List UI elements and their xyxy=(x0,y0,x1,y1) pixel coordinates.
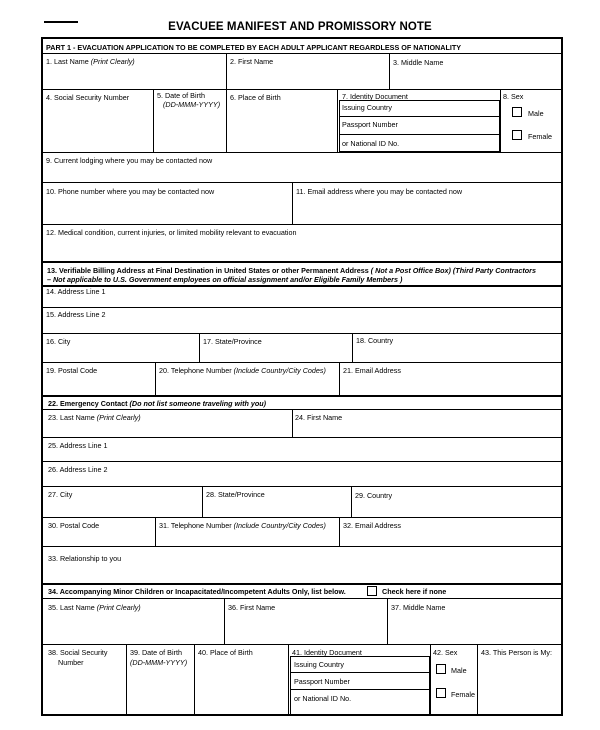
divider xyxy=(339,116,500,117)
form-title: EVACUEE MANIFEST AND PROMISSORY NOTE xyxy=(168,21,432,33)
emergency-first-name-field[interactable]: 24. First Name xyxy=(295,413,343,422)
dob-format-hint: (DD-MMM-YYYY) xyxy=(163,100,221,109)
identity-document-label: 7. Identity Document xyxy=(342,92,408,101)
none-checkbox[interactable] xyxy=(367,586,377,596)
divider xyxy=(126,644,127,715)
emergency-state-field[interactable]: 28. State/Province xyxy=(206,490,265,499)
city-field[interactable]: 16. City xyxy=(46,337,71,346)
divider xyxy=(389,53,390,89)
divider xyxy=(339,362,340,395)
minor-male-checkbox[interactable] xyxy=(436,664,446,674)
divider xyxy=(42,182,562,183)
female-checkbox[interactable] xyxy=(512,130,522,140)
none-checkbox-label: Check here if none xyxy=(382,587,447,596)
divider xyxy=(42,644,562,645)
minor-ssn-label-cont: Number xyxy=(58,658,84,667)
divider xyxy=(42,517,562,518)
divider xyxy=(42,53,562,54)
divider xyxy=(288,644,289,715)
divider xyxy=(42,409,562,410)
phone-field[interactable]: 10. Phone number where you may be contacted now xyxy=(46,187,215,196)
relation-field[interactable]: 43. This Person is My: xyxy=(481,648,552,657)
telephone-field[interactable]: 20. Telephone Number (Include Country/City Codes) xyxy=(159,366,326,375)
emergency-address-2-field[interactable]: 26. Address Line 2 xyxy=(48,465,108,474)
national-id-field[interactable]: or National ID No. xyxy=(342,139,400,148)
address-line-2-field[interactable]: 15. Address Line 2 xyxy=(46,310,106,319)
email-address-field[interactable]: 21. Email Address xyxy=(343,366,401,375)
relationship-field[interactable]: 33. Relationship to you xyxy=(48,554,122,563)
divider xyxy=(42,395,562,397)
address-line-1-field[interactable]: 14. Address Line 1 xyxy=(46,287,106,296)
divider xyxy=(42,598,562,599)
emergency-telephone-field[interactable]: 31. Telephone Number (Include Country/City Codes) xyxy=(159,521,326,530)
emergency-contact-heading: 22. Emergency Contact (Do not list someone traveling with you) xyxy=(48,399,267,408)
emergency-address-1-field[interactable]: 25. Address Line 1 xyxy=(48,441,108,450)
divider xyxy=(290,672,430,673)
divider xyxy=(337,89,338,152)
minor-female-label: Female xyxy=(451,690,475,699)
divider xyxy=(202,486,203,517)
emergency-country-field[interactable]: 29. Country xyxy=(355,491,393,500)
email-field[interactable]: 11. Email address where you may be contacted now xyxy=(296,187,463,196)
divider xyxy=(477,644,478,715)
minor-children-heading: 34. Accompanying Minor Children or Incapacitated/Incompetent Adults Only, list below. xyxy=(48,587,346,596)
divider xyxy=(387,598,388,644)
emergency-email-field[interactable]: 32. Email Address xyxy=(343,521,401,530)
minor-first-name-field[interactable]: 36. First Name xyxy=(228,603,276,612)
minor-dob-field[interactable]: 39. Date of Birth xyxy=(130,648,182,657)
emergency-city-field[interactable]: 27. City xyxy=(48,490,73,499)
minor-issuing-country-field[interactable]: Issuing Country xyxy=(294,660,344,669)
divider xyxy=(500,89,501,152)
divider xyxy=(153,89,154,152)
divider xyxy=(351,486,352,517)
billing-address-heading: 13. Verifiable Billing Address at Final Destination in United States or other Permanent Address ( Not a Post Office Box) (Third Party Contractors xyxy=(47,266,536,275)
divider xyxy=(155,362,156,395)
current-lodging-field[interactable]: 9. Current lodging where you may be contacted now xyxy=(46,156,213,165)
ssn-field[interactable]: 4. Social Security Number xyxy=(46,93,130,102)
divider xyxy=(42,583,562,585)
divider xyxy=(339,134,500,135)
divider xyxy=(352,333,353,362)
dob-field[interactable]: 5. Date of Birth xyxy=(157,91,205,100)
divider xyxy=(226,53,227,89)
divider xyxy=(42,461,562,462)
divider xyxy=(42,333,562,334)
passport-number-field[interactable]: Passport Number xyxy=(342,120,398,129)
middle-name-field[interactable]: 3. Middle Name xyxy=(393,58,444,67)
divider xyxy=(292,182,293,224)
divider xyxy=(226,89,227,152)
emergency-postal-code-field[interactable]: 30. Postal Code xyxy=(48,521,100,530)
state-field[interactable]: 17. State/Province xyxy=(203,337,262,346)
divider xyxy=(42,152,562,153)
country-field[interactable]: 18. Country xyxy=(356,336,394,345)
divider xyxy=(290,689,430,690)
minor-sex-label: 42. Sex xyxy=(433,648,458,657)
minor-birthplace-field[interactable]: 40. Place of Birth xyxy=(198,648,253,657)
part1-heading: PART 1 - EVACUATION APPLICATION TO BE COMPLETED BY EACH ADULT APPLICANT REGARDLESS OF NATIONALITY xyxy=(46,43,462,52)
first-name-field[interactable]: 2. First Name xyxy=(230,57,274,66)
divider xyxy=(42,362,562,363)
sex-label: 8. Sex xyxy=(503,92,524,101)
divider xyxy=(42,89,562,90)
divider xyxy=(42,261,562,263)
last-name-field[interactable] xyxy=(46,57,135,66)
divider xyxy=(42,307,562,308)
birthplace-field[interactable]: 6. Place of Birth xyxy=(230,93,281,102)
minor-female-checkbox[interactable] xyxy=(436,688,446,698)
divider xyxy=(42,285,562,287)
minor-national-id-field[interactable]: or National ID No. xyxy=(294,694,352,703)
last-name-hint: (Print Clearly) xyxy=(90,57,135,66)
divider xyxy=(292,409,293,437)
minor-identity-document-label: 41. Identity Document xyxy=(292,648,362,657)
emergency-last-name-field[interactable]: 23. Last Name (Print Clearly) xyxy=(48,413,141,422)
divider xyxy=(224,598,225,644)
billing-address-note: – Not applicable to U.S. Government employees on official assignment and/or Eligible Family Members ) xyxy=(47,275,403,284)
medical-condition-field[interactable]: 12. Medical condition, current injuries, or limited mobility relevant to evacuation xyxy=(46,228,297,237)
divider xyxy=(430,644,431,715)
divider xyxy=(42,546,562,547)
issuing-country-field[interactable]: Issuing Country xyxy=(342,103,392,112)
divider xyxy=(42,486,562,487)
minor-dob-format-hint: (DD-MMM-YYYY) xyxy=(130,658,188,667)
minor-male-label: Male xyxy=(451,666,467,675)
divider xyxy=(194,644,195,715)
divider xyxy=(155,517,156,546)
minor-last-name-field[interactable]: 35. Last Name (Print Clearly) xyxy=(48,603,141,612)
divider xyxy=(42,224,562,225)
postal-code-field[interactable]: 19. Postal Code xyxy=(46,366,98,375)
male-label: Male xyxy=(528,109,544,118)
minor-ssn-field[interactable]: 38. Social Security xyxy=(48,648,108,657)
female-label: Female xyxy=(528,132,552,141)
minor-middle-name-field[interactable]: 37. Middle Name xyxy=(391,603,446,612)
divider xyxy=(42,437,562,438)
last-name-label: 1. Last Name xyxy=(46,57,89,66)
minor-passport-number-field[interactable]: Passport Number xyxy=(294,677,350,686)
divider xyxy=(199,333,200,362)
male-checkbox[interactable] xyxy=(512,107,522,117)
divider xyxy=(339,517,340,546)
